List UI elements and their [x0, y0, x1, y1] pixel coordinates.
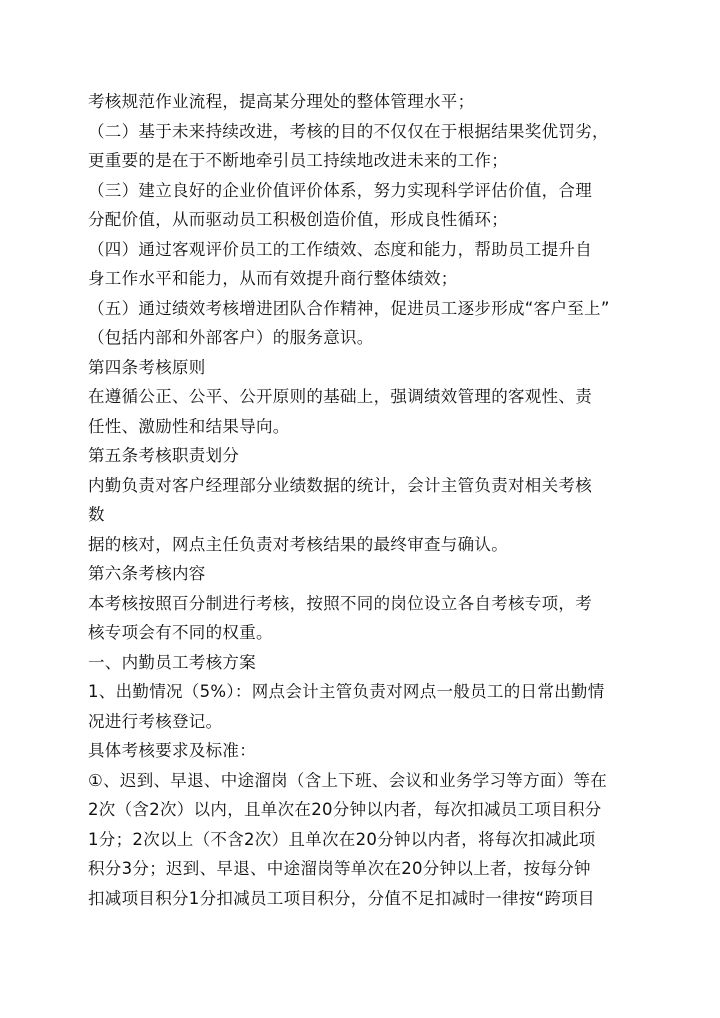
text-line: 核专项会有不同的权重。: [88, 623, 273, 642]
text-line: （四）通过客观评价员工的工作绩效、态度和能力，帮助员工提升自: [88, 240, 592, 259]
text-line: （三）建立良好的企业价值评价体系，努力实现科学评估价值，合理: [88, 181, 592, 200]
text-line: （包括内部和外部客户）的服务意识。: [88, 328, 374, 347]
text-line: 更重要的是在于不断地牵引员工持续地改进未来的工作；: [88, 151, 508, 170]
text-line: 具体考核要求及标准：: [88, 741, 256, 760]
text-line: （五）通过绩效考核增进团队合作精神，促进员工逐步形成“客户至上”: [88, 299, 610, 318]
text-line: 1分；2次以上（不含2次）且单次在20分钟以内者，将每次扣减此项: [88, 830, 596, 849]
text-line: 在遵循公正、公平、公开原则的基础上，强调绩效管理的客观性、责: [88, 387, 592, 406]
text-line: 数: [88, 505, 105, 524]
text-line: 分配价值，从而驱动员工积极创造价值，形成良性循环；: [88, 210, 508, 229]
text-line: 况进行考核登记。: [88, 712, 223, 731]
section-heading: 一、内勤员工考核方案: [88, 653, 256, 672]
text-line: 2次（含2次）以内，且单次在20分钟以内者，每次扣减员工项目积分: [88, 800, 602, 819]
text-line: 考核规范作业流程，提高某分理处的整体管理水平；: [88, 92, 475, 111]
text-line: 扣减项目积分1分扣减员工项目积分，分值不足扣减时一律按“跨项目: [88, 889, 595, 908]
text-line: 身工作水平和能力，从而有效提升商行整体绩效；: [88, 269, 458, 288]
text-line: ①、迟到、早退、中途溜岗（含上下班、会议和业务学习等方面）等在: [88, 771, 608, 790]
text-line: 据的核对，网点主任负责对考核结果的最终审查与确认。: [88, 535, 508, 554]
text-line: 积分3分；迟到、早退、中途溜岗等单次在20分钟以上者，按每分钟: [88, 859, 591, 878]
text-line: 1、出勤情况（5%）：网点会计主管负责对网点一般员工的日常出勤情: [88, 682, 605, 701]
text-line: （二）基于未来持续改进，考核的目的不仅仅在于根据结果奖优罚劣，: [88, 122, 609, 141]
text-line: 任性、激励性和结果导向。: [88, 417, 290, 436]
text-line: 内勤负责对客户经理部分业绩数据的统计，会计主管负责对相关考核: [88, 476, 592, 495]
section-heading: 第五条考核职责划分: [88, 446, 240, 465]
section-heading: 第四条考核原则: [88, 358, 206, 377]
text-line: 本考核按照百分制进行考核，按照不同的岗位设立各自考核专项，考: [88, 594, 592, 613]
section-heading: 第六条考核内容: [88, 564, 206, 583]
